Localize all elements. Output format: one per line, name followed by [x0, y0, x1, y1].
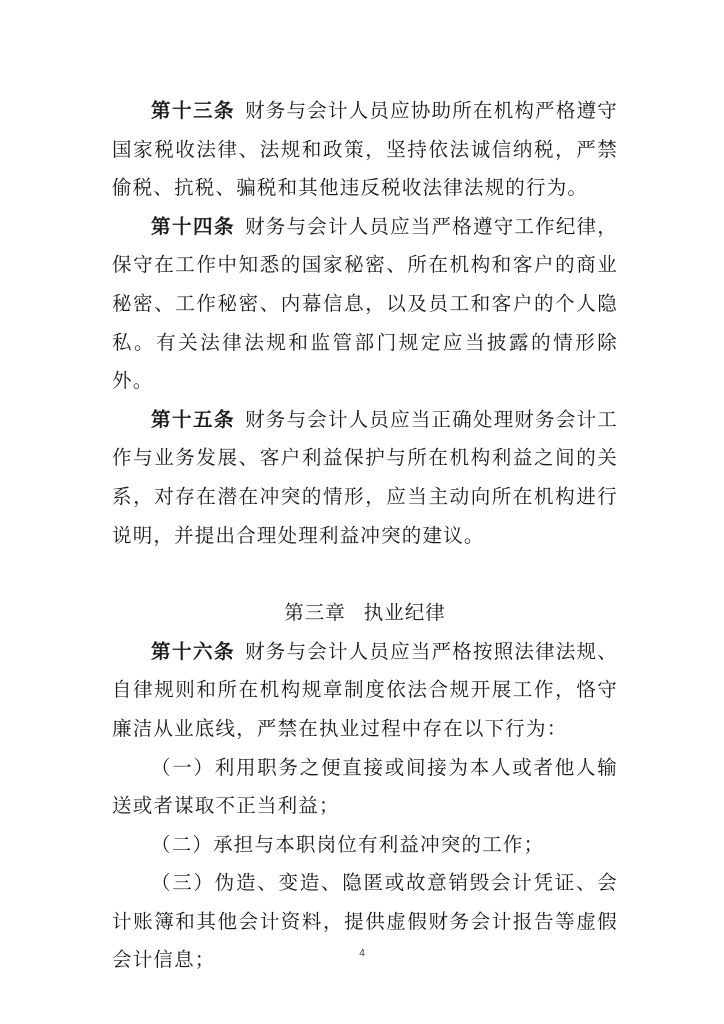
article-16-title: 第十六条 — [151, 639, 236, 663]
article-16 — [112, 633, 618, 749]
chapter-heading — [112, 594, 618, 633]
article-13-text: 财务与会计人员应协助所在机构严格遵守国家税收法律、法规和政策，坚持依法诚信纳税，严禁偷税、抗税、骗税和其他违反税收法律法规的行为。 — [112, 99, 618, 200]
page-number: 4 — [359, 948, 365, 959]
article-14 — [112, 208, 618, 401]
list-item: （二）承担与本职岗位有利益冲突的工作； — [151, 832, 545, 856]
list-item: （一）利用职务之便直接或间接为本人或者他人输送或者谋取不正当利益； — [112, 755, 618, 818]
article-14-title: 第十四条 — [151, 214, 236, 238]
article-15 — [112, 401, 618, 555]
article-13 — [112, 92, 618, 208]
article-15-text: 财务与会计人员应当正确处理财务会计工作与业务发展、客户利益保护与所在机构利益之间的关系，对存在潜在冲突的情形，应当主动向所在机构进行说明，并提出合理处理利益冲突的建议。 — [112, 407, 618, 547]
article-14-text: 财务与会计人员应当严格遵守工作纪律，保守在工作中知悉的国家秘密、所在机构和客户的商业秘密、工作秘密、内幕信息，以及员工和客户的个人隐私。有关法律法规和监管部门规定应当披露的情形除外。 — [112, 214, 618, 393]
list-item: （三）伪造、变造、隐匿或故意销毁会计凭证、会计账簿和其他会计资料，提供虚假财务会计报告等虚假会计信息； — [112, 871, 618, 972]
article-16-text: 财务与会计人员应当严格按照法律法规、自律规则和所在机构规章制度依法合规开展工作，恪守廉洁从业底线，严禁在执业过程中存在以下行为： — [112, 639, 618, 740]
chapter-number: 第三章 — [284, 601, 346, 625]
article-13-title: 第十三条 — [151, 99, 236, 122]
document-body — [112, 92, 618, 980]
chapter-title: 执业纪律 — [363, 601, 446, 625]
article-15-title: 第十五条 — [151, 407, 236, 431]
